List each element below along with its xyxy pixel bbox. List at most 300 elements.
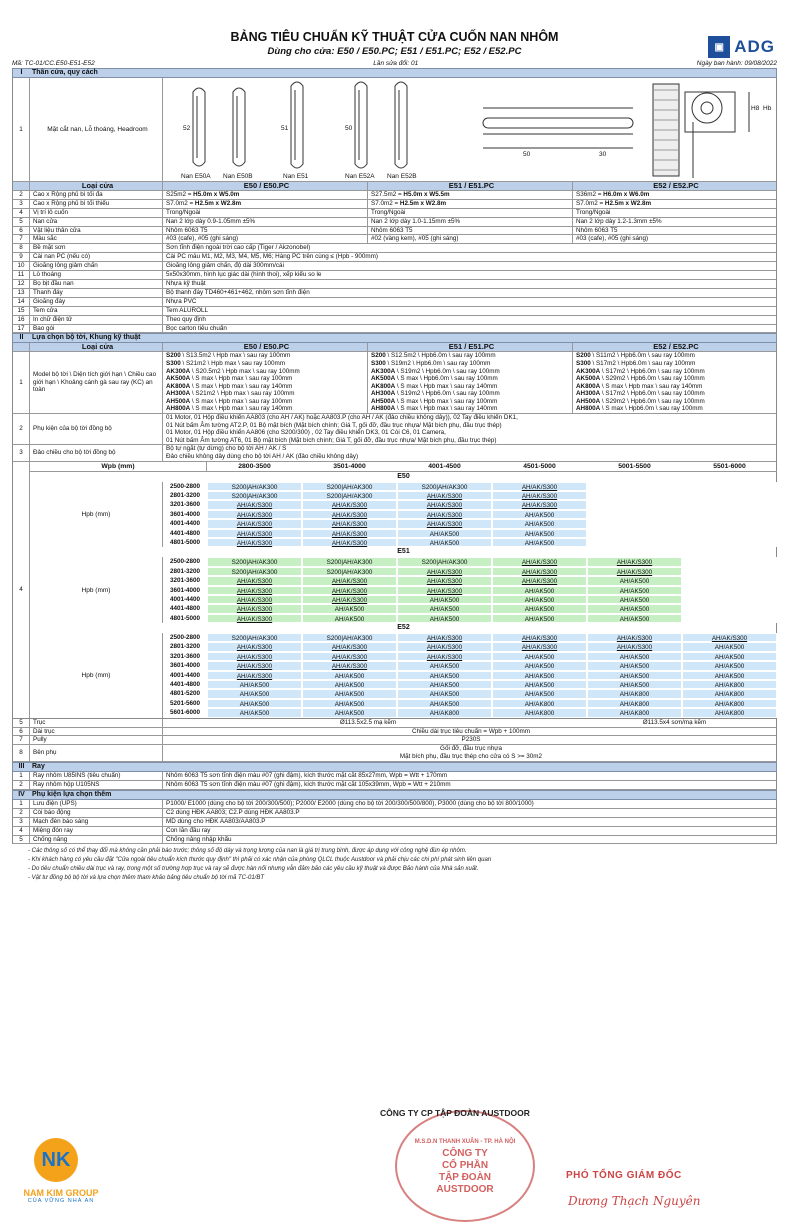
row-label: Chống nâng [30,836,163,844]
motor-line [166,383,367,391]
grid-cell: AH/AK/S300 [207,510,302,519]
motor-model: S200 [166,352,181,360]
row-number: 4 [13,827,30,835]
grid-cell [682,482,777,491]
motor-model: AK300A [576,367,601,375]
hpb-range: 5601-6000 [169,709,201,717]
spec-cell-text: Nan 2 lớp dày 0.9-1.05mm ±5% [166,217,256,225]
grid-cell: AH/AK500 [302,671,397,680]
grid-cell: AH/AK/S300 [207,595,302,604]
row-label: Bọ bịt đầu nan [30,280,163,288]
motor-spec: \ S max \ Hpb6.0m \ sau ray 100mm [600,405,703,413]
grid-cell: AH/AK/S300 [397,652,492,661]
motor-col-e52 [573,352,776,413]
nan-e52b-profile [395,82,407,168]
grid-cell: AH/AK500 [397,699,492,708]
motor-line [576,383,776,391]
row-value: Gioăng lông giảm chấn, độ dài 300mm/cái [166,262,284,270]
motor-selection-matrix [12,462,777,719]
spec-cell [163,235,368,243]
drawing-row [12,78,777,182]
door-type-header [12,182,777,191]
grid-cell [682,538,777,547]
row-label: Dài trục [30,728,163,736]
row-value: Chống nâng nhập khẩu [166,835,232,843]
grid-cell: AH/AK/S300 [207,519,302,528]
grid-row [163,576,777,585]
row-label: Miệng đón ray [30,827,163,835]
dim-vent-gap: 30 [599,151,607,158]
signer-name: Dương Thạch Nguyên [568,1194,701,1208]
seal-line: CỔ PHẦN [441,1160,489,1171]
grid-cell: AH/AK/S300 [587,642,682,651]
grid-cell: AH/AK500 [587,586,682,595]
hpb-range: 3201-3600 [169,577,201,585]
nan-e50b-profile [233,88,245,166]
row-number: 2 [13,781,30,789]
grid-cell: AH/AK/S300 [302,586,397,595]
optional-accessory-rows [12,800,777,845]
grid-cell: AH/AK500 [587,614,682,623]
spec-cell [368,218,573,226]
col-e52: E52 / E52.PC [653,343,699,352]
grid-row [163,661,777,670]
table-row [12,800,777,809]
wpb-col: 4501-5000 [523,462,556,470]
wpb-col: 5501-6000 [713,462,746,470]
spec-cell [368,200,573,208]
grid-cell: AH/AK500 [682,671,777,680]
grid-cell: AH/AK/S300 [302,538,397,547]
row-number: 16 [13,316,30,324]
spec-cell [368,227,573,235]
seal-small-text: M.S.D.N THANH XUÂN - TP. HÀ NỘI [414,1139,516,1145]
motor-col-e50 [163,352,368,413]
grid-cell: AH/AK500 [682,642,777,651]
grid-cell: AH/AK500 [587,680,682,689]
spec-cell-text: S7.0m2 = [576,199,605,207]
motor-line [166,368,367,376]
grid-cell: AH/AK800 [492,708,587,717]
motor-spec: \ S max \ Hpb max \ sau ray 140mm [190,405,293,413]
grid-cell: AH/AK500 [302,689,397,698]
grid-cell: AH/AK500 [492,604,587,613]
motor-line [576,375,776,383]
grid-cell: AH/AK/S300 [207,642,302,651]
grid-row [163,567,777,576]
motor-model: AH800A [166,405,191,413]
grid-row [163,699,777,708]
section-title: Lựa chọn bộ tời, Khung kỹ thuật [32,334,141,342]
row-number: 1 [13,800,30,808]
spec-cell-text: Nan 2 lớp dày 1.0-1.15mm ±5% [371,217,461,225]
signer-role: PHÓ TỔNG GIÁM ĐỐC [566,1170,682,1181]
reverse-lines [163,445,776,460]
grid-cell: AH/AK/S300 [397,567,492,576]
spec-cell [573,227,776,235]
row-label: Lỗ thoáng [30,271,163,279]
motor-spec: \ S12.5m2 \ Hpb6.0m \ sau ray 100mm [385,352,496,360]
motor-model: AK800A [576,382,601,390]
motor-line [371,398,572,406]
grid-cell: AH/AK/S300 [587,633,682,642]
spec-rows [12,191,777,244]
table-row [12,262,777,271]
hpb-range: 4801-5200 [169,690,201,698]
motor-spec: \ S17m2 \ Hpb6.0m \ sau ray 100mm [590,359,696,367]
motor-line [371,383,572,391]
spec-cell-text: Nhôm 6063 T5 [166,226,208,234]
hpb-range: 5201-5600 [169,699,201,707]
table-row [12,244,777,253]
grid-cell: AH/AK500 [397,671,492,680]
row-number: 2 [13,414,30,444]
grid-cell: AH/AK800 [682,680,777,689]
motor-model: AK500A [576,375,601,383]
label-nan-e51: Nan E51 [283,173,309,180]
grid-row [163,680,777,689]
row-value: Con lăn đầu ray [166,826,211,834]
row-label: Tem cửa [30,307,163,315]
motor-spec: \ S11m2 \ Hpb6.0m \ sau ray 100mm [590,352,695,360]
grid-cell [587,482,682,491]
motor-spec: \ S max \ Hpb max \ sau ray 100mm [190,375,293,383]
motor-line [576,352,776,360]
reverse-line: Bộ tự ngắt (tự dừng) cho bộ tời AH / AK / S [166,445,287,453]
row-label: Vị trí lô cuốn [30,209,163,217]
spec-cell-text: S7.0m2 = [166,199,195,207]
motor-model: AK300A [371,367,396,375]
dim-h8: H8 [751,105,760,112]
hpb-range: 4001-4400 [169,595,201,603]
spec-cell [573,191,776,199]
dim-vent-length: 50 [523,151,531,158]
grid-cell: AH/AK500 [397,689,492,698]
row-value: Chiều dài trục tiêu chuẩn = Wpb + 100mm [412,727,530,735]
hpb-range: 2801-3200 [169,567,201,575]
grid-cell: AH/AK500 [492,652,587,661]
motor-line [166,360,367,368]
hpb-range: 2801-3200 [169,643,201,651]
accessory-row [12,414,777,445]
spec-cell [573,218,776,226]
grid-block [30,557,777,623]
motor-line [166,405,367,413]
motor-line [576,368,776,376]
grid-cell: S200|AH/AK300 [302,567,397,576]
motor-model: AK500A [371,375,396,383]
grid-cell: AH/AK800 [587,708,682,717]
spec-cell-text: Trong/Ngoài [371,208,406,216]
row-label: Trục [30,719,163,727]
adg-logo [708,36,775,58]
hpb-range: 2500-2800 [169,482,201,490]
row-value: Nhôm 6063 T5 sơn tĩnh điện màu #07 (ghi đậm), kích thước mặt cắt 105x39mm, Wpb = Wtt + 210mm [166,781,451,789]
grid-cell: AH/AK500 [302,604,397,613]
table-row [12,289,777,298]
row-value: Nhựa PVC [166,297,197,305]
hpb-range: 4001-4400 [169,520,201,528]
grid-row [163,604,777,613]
row-label: Cao x Rộng phủ bì tối thiểu [30,200,163,208]
motor-spec: \ S max \ Hpb max \ sau ray 140mm [395,382,498,390]
section-title: Thân cửa, quy cách [32,69,98,76]
note-line: - Vật tư đồng bộ bộ tời và lựa chọn thêm tham khảo bảng tiêu chuẩn bộ tời mã TC-01/BT [28,875,264,882]
table-row [12,316,777,325]
motor-line [576,398,776,406]
seal-line: CÔNG TY [442,1148,488,1159]
grid-cell: AH/AK500 [397,661,492,670]
row-number: 7 [13,235,30,243]
grid-row [163,529,777,538]
doc-meta [0,60,789,67]
grid-cell: AH/AK/S300 [397,510,492,519]
label-nan-e50a: Nan E50A [181,173,211,180]
door-type-label: Loại cửa [30,182,163,190]
spec-cell-bold: H5.0m x W5.0m [193,190,240,198]
grid-block [30,633,777,718]
grid-cell [682,491,777,500]
row-label: Thanh đáy [30,289,163,297]
hpb-range: 4001-4400 [169,671,201,679]
motor-model: AH500A [576,397,601,405]
grid-row [163,491,777,500]
spec-cell [368,209,573,217]
grid-cell: AH/AK/S300 [207,671,302,680]
watermark-logo [6,1138,116,1228]
row-value: Cài PC mẫu M1, M2, M3, M4, M5, M6; Hàng PC trên cùng ≤ (Hpb - 900mm) [166,253,379,261]
grid-cell [682,614,777,623]
reverse-line: Đảo chiều không dây dùng cho bộ tời AH / AK (đảo chiều không dây) [166,453,359,461]
grid-cell: AH/AK800 [682,699,777,708]
shaft-row [12,719,777,728]
spec-cell-text: S36m2 = [576,190,604,198]
grid-row [163,689,777,698]
spec-cell [163,209,368,217]
spec-cell-bold: H2.5m x W2.8m [604,199,652,207]
motor-line [371,390,572,398]
motor-model: AH300A [371,390,396,398]
grid-cell: AH/AK/S300 [207,604,302,613]
row-number: 6 [13,227,30,235]
label-nan-e50b: Nan E50B [223,173,253,180]
grid-cell: AH/AK800 [682,708,777,717]
row-label: Lưu điện (UPS) [30,800,163,808]
label-nan-e52a: Nan E52A [345,173,375,180]
spec-row [12,200,777,209]
grid-cell: AH/AK/S300 [397,500,492,509]
grid-cell: AH/AK/S300 [207,661,302,670]
note-line: - Các thông số có thể thay đổi mà không cần phải báo trước; thông số độ dày và trọng lượng của nan là giá trị trung bình, được áp dụng với công nghệ đùn ép nhôm. [28,848,467,855]
grid-cells [163,482,777,548]
grid-cell: AH/AK/S300 [492,482,587,491]
motor-line [371,352,572,360]
spec-cell-text: #02 (vàng kem), #05 (ghi sáng) [371,235,459,243]
motor-spec: \ S29m2 \ Hpb6.0m \ sau ray 100mm [600,397,705,405]
grid-cell: AH/AK/S300 [492,491,587,500]
motor-spec: \ S21m2 \ Hpb max \ sau ray 100mm [180,359,286,367]
grid-cell: AH/AK500 [397,680,492,689]
grid-cell: AH/AK500 [302,614,397,623]
row-label: Bao gói [30,325,163,333]
row-number: 5 [13,719,30,727]
grid-cell: AH/AK500 [397,604,492,613]
grid-row [163,510,777,519]
grid-cell: AH/AK/S300 [207,586,302,595]
table-row [12,827,777,836]
spec-row [12,218,777,227]
grid-cell [587,538,682,547]
row-number: 8 [13,244,30,252]
tail-rows [12,728,777,746]
hpb-range: 3601-4000 [169,662,201,670]
spec-table [12,68,777,844]
door-type-label: Loại cửa [30,343,163,351]
row-label: Model bộ tời \ Diện tích giới hạn \ Chiều cao giới hạn \ Khoảng cánh gà sau ray (KC) an toàn [30,352,163,413]
hpb-range: 4401-4800 [169,605,201,613]
table-row [12,772,777,781]
grid-row [163,538,777,547]
grid-cell: AH/AK500 [207,708,302,717]
grid-cell: AH/AK800 [397,708,492,717]
motor-line [371,360,572,368]
hpb-range: 3201-3600 [169,501,201,509]
grid-cell: AH/AK500 [682,652,777,661]
col-e51: E51 / E51.PC [368,182,573,190]
spec-cell-text: Nan 2 lớp dày 1.2-1.3mm ±5% [576,217,662,225]
motor-spec: \ S max \ Hpb max \ sau ray 140mm [190,382,293,390]
grid-cell: AH/AK/S300 [492,500,587,509]
section-drawing [163,78,776,181]
spec-cell [163,191,368,199]
doc-revision: Lần sửa đổi: 01 [373,60,419,67]
row-number: 17 [13,325,30,333]
motor-col-e51 [368,352,573,413]
grid-title: E51 [397,548,410,556]
row-label: Bề mặt sơn [30,244,163,252]
spec-cell-text: #03 (cafe), #05 (ghi sáng) [576,235,649,243]
grid-cell: AH/AK/S300 [207,652,302,661]
grid-cell: S200|AH/AK300 [207,482,302,491]
spec-cell-text: Trong/Ngoài [166,208,201,216]
hpb-range: 4801-5000 [169,538,201,546]
adg-logo-text: ADG [734,37,775,56]
grid-cell: AH/AK500 [492,510,587,519]
row-number: 4 [13,462,30,718]
grid-cell [587,510,682,519]
hpb-range: 4401-4800 [169,681,201,689]
motor-spec: \ S19m2 \ Hpb6.0m \ sau ray 100mm [395,367,500,375]
grid-cell: AH/AK/S300 [492,633,587,642]
row-number: 5 [13,218,30,226]
row-number: 7 [13,736,30,744]
grid-cell: AH/AK500 [207,680,302,689]
accessory-lines [163,414,776,444]
side-row [12,745,777,762]
section-header-4 [12,790,777,800]
row-label: Ray nhôm U85INS (tiêu chuẩn) [30,772,163,780]
motor-model: S300 [371,359,386,367]
page-subtitle: Dùng cho cửa: E50 / E50.PC; E51 / E51.PC; E52 / E52.PC [267,46,522,57]
spec-cell [163,200,368,208]
wpb-col: 5001-5500 [618,462,651,470]
row-number: 3 [13,818,30,826]
row-label: Mặt cắt nan, Lỗ thoáng, Headroom [30,78,163,181]
section-header-2 [12,333,777,343]
row-number: 11 [13,271,30,279]
grid-cell [587,529,682,538]
table-row [12,836,777,845]
row-label: Đảo chiều cho bộ tời đồng bộ [30,445,163,460]
grid-block [30,482,777,548]
row-number: 4 [13,209,30,217]
profile-drawing-svg [163,78,776,181]
motor-model: AK300A [166,367,191,375]
grid-cell: AH/AK500 [492,689,587,698]
spec-cell-bold: H2.5m x W2.8m [399,199,447,207]
grid-cell: AH/AK500 [492,529,587,538]
grid-cell: AH/AK/S300 [682,633,777,642]
doc-code: Mã: TC-01/CC.E50-E51-E52 [12,60,95,67]
motor-line [576,405,776,413]
grid-cell [682,595,777,604]
motor-spec: \ S max \ Hpb max \ sau ray 100mm [395,397,498,405]
nan-e52a-profile [355,82,367,168]
motor-line [371,368,572,376]
spec-cell-bold: H6.0m x W6.0m [603,190,650,198]
row-value: P1000/ E1000 (dùng cho bộ tời 200/300/500); P2000/ E2000 (dùng cho bộ tời 200/300/500/800), P3000 (dùng cho bộ tời 800/1000) [166,799,534,807]
shaft-value-std: Ø113.5x2.5 mạ kẽm [339,718,397,726]
nan-e51-profile [291,82,303,168]
side-line: Mặt bích phụ, đầu trục thép cho cửa có S >= 30m2 [399,753,543,761]
motor-model: AH300A [576,390,601,398]
grid-cell: AH/AK500 [492,661,587,670]
grid-cell: S200|AH/AK300 [207,491,302,500]
grid-cell [682,519,777,528]
row-label: Vật liệu thân cửa [30,227,163,235]
hpb-range: 2500-2800 [169,634,201,642]
row-label: Cao x Rộng phủ bì tối đa [30,191,163,199]
row-number: 2 [13,809,30,817]
accessory-line: 01 Motor, 01 Hộp điều khiển AA803 (cho AH / AK) hoặc AA803.P (cho AH / AK (đảo chiều không dây)), 02 Tay điều khiển DK1, [166,414,518,422]
doc-issue-date: Ngày ban hành: 09/08/2022 [696,60,777,67]
nan-e50a-profile [193,88,205,166]
row-value: Sơn tĩnh điện ngoài trời cao cấp (Tiger / Akzonobel) [166,244,311,252]
row-number: 5 [13,836,30,844]
row-number: 1 [13,772,30,780]
section-header-3 [12,762,777,772]
grid-cell: AH/AK500 [397,529,492,538]
headroom-drawing [653,84,749,178]
grid-cell: AH/AK/S300 [492,642,587,651]
hpb-label: Hpb (mm) [30,557,163,623]
row-number: 8 [13,745,30,761]
motor-spec: \ S max \ Hpb max \ sau ray 100mm [190,397,293,405]
grid-cell: AH/AK/S300 [587,557,682,566]
grid-cell: AH/AK500 [587,661,682,670]
footnotes [28,847,777,883]
grid-cell: AH/AK/S300 [397,519,492,528]
adg-logo-icon: ▣ [708,36,730,58]
wpb-header [30,462,777,472]
grid-row [163,652,777,661]
grid-cell: AH/AK500 [207,689,302,698]
row-value: Bộ thanh đáy TD460+461+462, nhôm sơn tĩnh điện [166,288,310,296]
grid-cell: AH/AK/S300 [207,614,302,623]
grid-row [163,500,777,509]
grid-cell: AH/AK500 [207,699,302,708]
grid-cell: S200|AH/AK300 [397,482,492,491]
